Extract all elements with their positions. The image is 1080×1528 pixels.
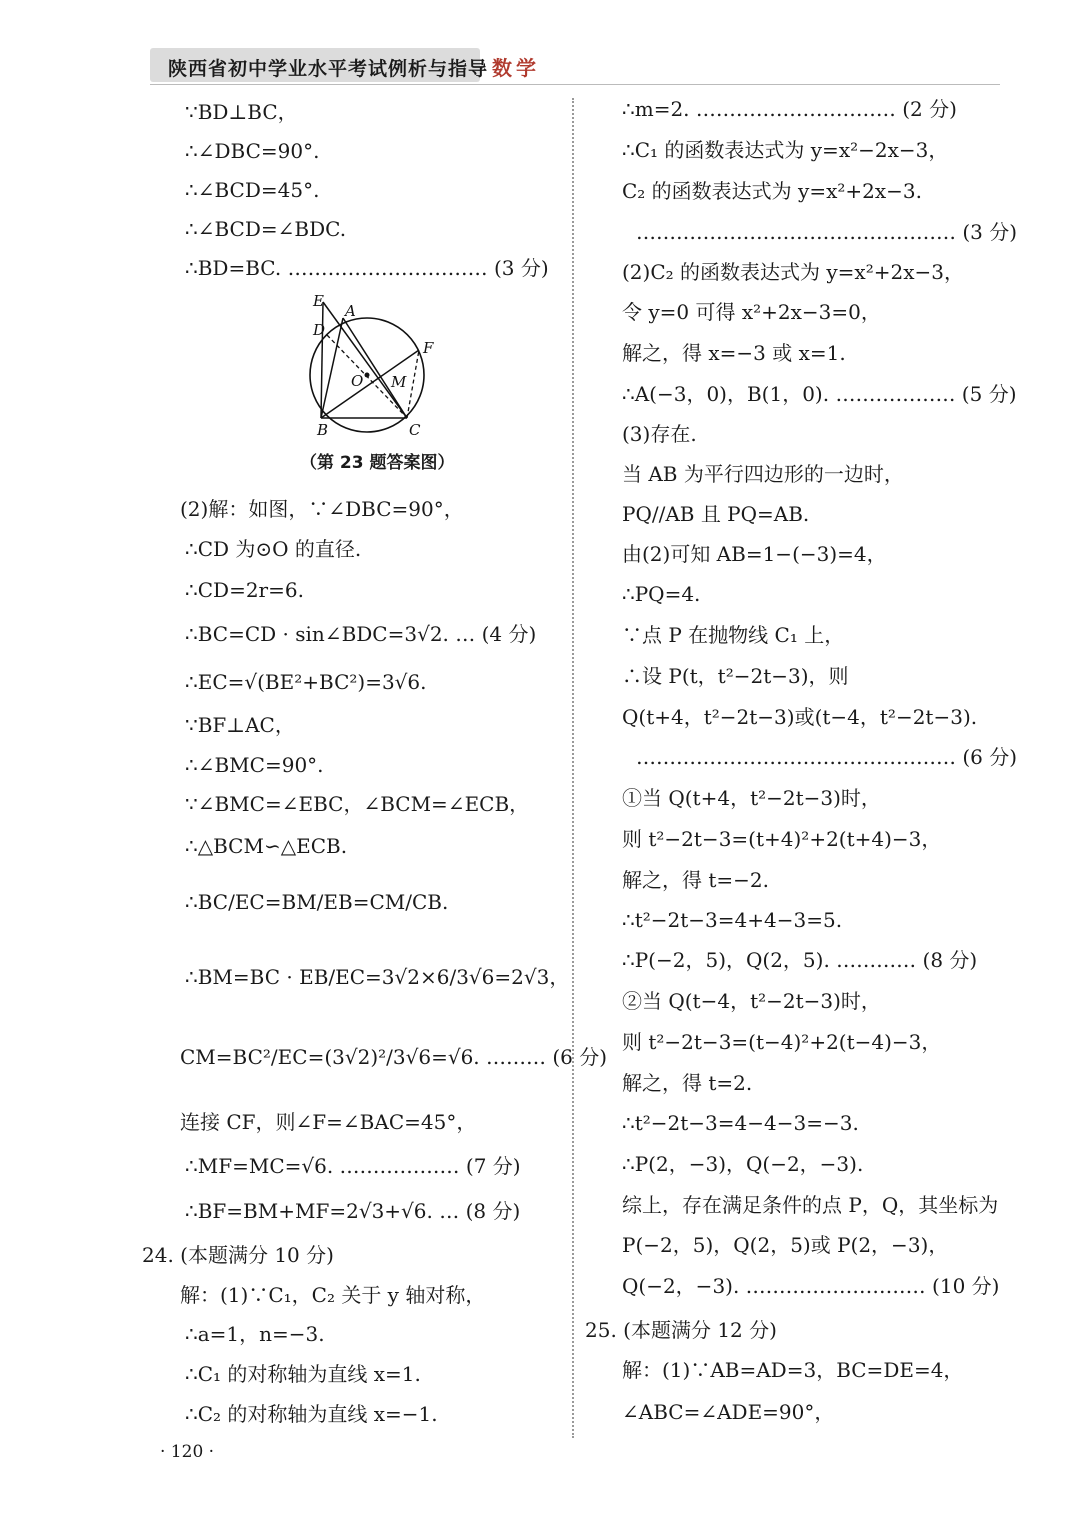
- right-line-7: 解之，得 x=−3 或 x=1.: [622, 341, 846, 365]
- left-line-3: ∴∠BCD=45°.: [185, 178, 320, 202]
- left-line-12: ∴∠BMC=90°.: [185, 753, 324, 777]
- left-line-10: ∴EC=√(BE²+BC²)=3√6.: [185, 670, 427, 694]
- label-f: F: [423, 339, 434, 357]
- right-line-11: PQ//AB 且 PQ=AB.: [622, 502, 810, 526]
- right-line-17: ………………………………………… (6 分): [636, 745, 1018, 769]
- right-line-15: ∴设 P(t，t²−2t−3)，则: [622, 664, 849, 688]
- left-line-8: ∴CD=2r=6.: [185, 578, 304, 602]
- right-line-13: ∴PQ=4.: [622, 582, 701, 606]
- right-line-10: 当 AB 为平行四边形的一边时，: [622, 462, 904, 486]
- left-line-7: ∴CD 为⊙O 的直径.: [185, 537, 362, 561]
- label-b: B: [317, 421, 329, 439]
- right-line-26: ∴t²−2t−3=4−4−3=−3.: [622, 1111, 859, 1135]
- right-line-2: ∴C₁ 的函数表达式为 y=x²−2x−3，: [622, 138, 949, 162]
- right-line-9: (3)存在.: [622, 422, 697, 446]
- label-a: A: [345, 302, 356, 320]
- right-line-33: ∠ABC=∠ADE=90°，: [622, 1400, 835, 1424]
- right-line-30: Q(−2，−3). ……………………… (10 分): [622, 1274, 1000, 1298]
- figure-caption: （第 23 题答案图）: [300, 453, 455, 473]
- right-line-27: ∴P(2，−3)，Q(−2，−3).: [622, 1152, 864, 1176]
- right-line-5: (2)C₂ 的函数表达式为 y=x²+2x−3，: [622, 260, 964, 284]
- right-line-19: 则 t²−2t−3=(t+4)²+2(t+4)−3，: [622, 827, 942, 851]
- left-line-16: ∴BM=BC · EB/EC=3√2×6/3√6=2√3，: [185, 965, 570, 989]
- label-e: E: [313, 292, 324, 310]
- left-line-24: ∴C₁ 的对称轴为直线 x=1.: [185, 1362, 421, 1386]
- left-line-6: (2)解：如图，∵∠DBC=90°，: [180, 497, 464, 521]
- right-line-6: 令 y=0 可得 x²+2x−3=0，: [622, 300, 881, 324]
- left-line-11: ∵BF⊥AC，: [185, 713, 295, 737]
- header-rule: [150, 84, 1000, 85]
- left-line-18: 连接 CF，则∠F=∠BAC=45°，: [180, 1110, 477, 1134]
- left-line-5: ∴BD=BC. ………………………… (3 分): [185, 256, 549, 280]
- page-number: · 120 ·: [160, 1442, 215, 1462]
- right-line-12: 由(2)可知 AB=1−(−3)=4，: [622, 542, 887, 566]
- geometry-figure: [295, 290, 455, 445]
- center-point: [365, 373, 370, 378]
- right-line-24: 则 t²−2t−3=(t−4)²+2(t−4)−3，: [622, 1030, 942, 1054]
- left-line-4: ∴∠BCD=∠BDC.: [185, 217, 347, 241]
- column-divider: [572, 98, 574, 1438]
- right-line-29: P(−2，5)，Q(2，5)或 P(2，−3)，: [622, 1233, 949, 1257]
- left-line-15: ∴BC/EC=BM/EB=CM/CB.: [185, 890, 449, 914]
- segment-e-c: [323, 302, 407, 418]
- right-line-31: 25. (本题满分 12 分): [585, 1318, 777, 1342]
- left-line-22: 解：(1)∵C₁，C₂ 关于 y 轴对称，: [180, 1283, 486, 1307]
- left-line-19: ∴MF=MC=√6. ……………… (7 分): [185, 1154, 521, 1178]
- right-line-14: ∵点 P 在抛物线 C₁ 上，: [622, 623, 845, 647]
- right-line-23: ②当 Q(t−4，t²−2t−3)时，: [622, 989, 881, 1013]
- label-o: O: [351, 372, 364, 390]
- segment-e-b: [321, 302, 323, 418]
- right-line-18: ①当 Q(t+4，t²−2t−3)时，: [622, 786, 881, 810]
- left-line-25: ∴C₂ 的对称轴为直线 x=−1.: [185, 1402, 438, 1426]
- left-line-20: ∴BF=BM+MF=2√3+√6. … (8 分): [185, 1199, 521, 1223]
- right-line-4: ………………………………………… (3 分): [636, 220, 1018, 244]
- left-line-14: ∴△BCM∽△ECB.: [185, 834, 348, 858]
- left-line-21: 24. (本题满分 10 分): [142, 1243, 334, 1267]
- right-line-3: C₂ 的函数表达式为 y=x²+2x−3.: [622, 179, 922, 203]
- subject-label: 数学: [492, 56, 540, 80]
- right-line-28: 综上，存在满足条件的点 P，Q，其坐标为: [622, 1193, 999, 1217]
- right-line-1: ∴m=2. ………………………… (2 分): [622, 97, 957, 121]
- label-d: D: [313, 321, 326, 339]
- right-line-25: 解之，得 t=2.: [622, 1071, 753, 1095]
- left-line-23: ∴a=1，n=−3.: [185, 1322, 325, 1346]
- right-line-16: Q(t+4，t²−2t−3)或(t−4，t²−2t−3).: [622, 705, 978, 729]
- right-line-20: 解之，得 t=−2.: [622, 868, 769, 892]
- label-m: M: [391, 373, 407, 391]
- right-line-32: 解：(1)∵AB=AD=3，BC=DE=4，: [622, 1358, 964, 1382]
- book-title: 陕西省初中学业水平考试例析与指导: [168, 58, 489, 80]
- left-line-2: ∴∠DBC=90°.: [185, 139, 320, 163]
- right-line-21: ∴t²−2t−3=4+4−3=5.: [622, 908, 843, 932]
- label-c: C: [409, 421, 421, 439]
- left-line-1: ∵BD⊥BC，: [185, 100, 298, 124]
- right-line-8: ∴A(−3，0)，B(1，0). ……………… (5 分): [622, 382, 1017, 406]
- left-line-17: CM=BC²/EC=(3√2)²/3√6=√6. ……… (6 分): [180, 1045, 608, 1069]
- left-line-9: ∴BC=CD · sin∠BDC=3√2. … (4 分): [185, 622, 537, 646]
- segment-a-c: [343, 318, 407, 418]
- right-line-22: ∴P(−2，5)，Q(2，5). ………… (8 分): [622, 948, 978, 972]
- left-line-13: ∵∠BMC=∠EBC，∠BCM=∠ECB，: [185, 792, 530, 816]
